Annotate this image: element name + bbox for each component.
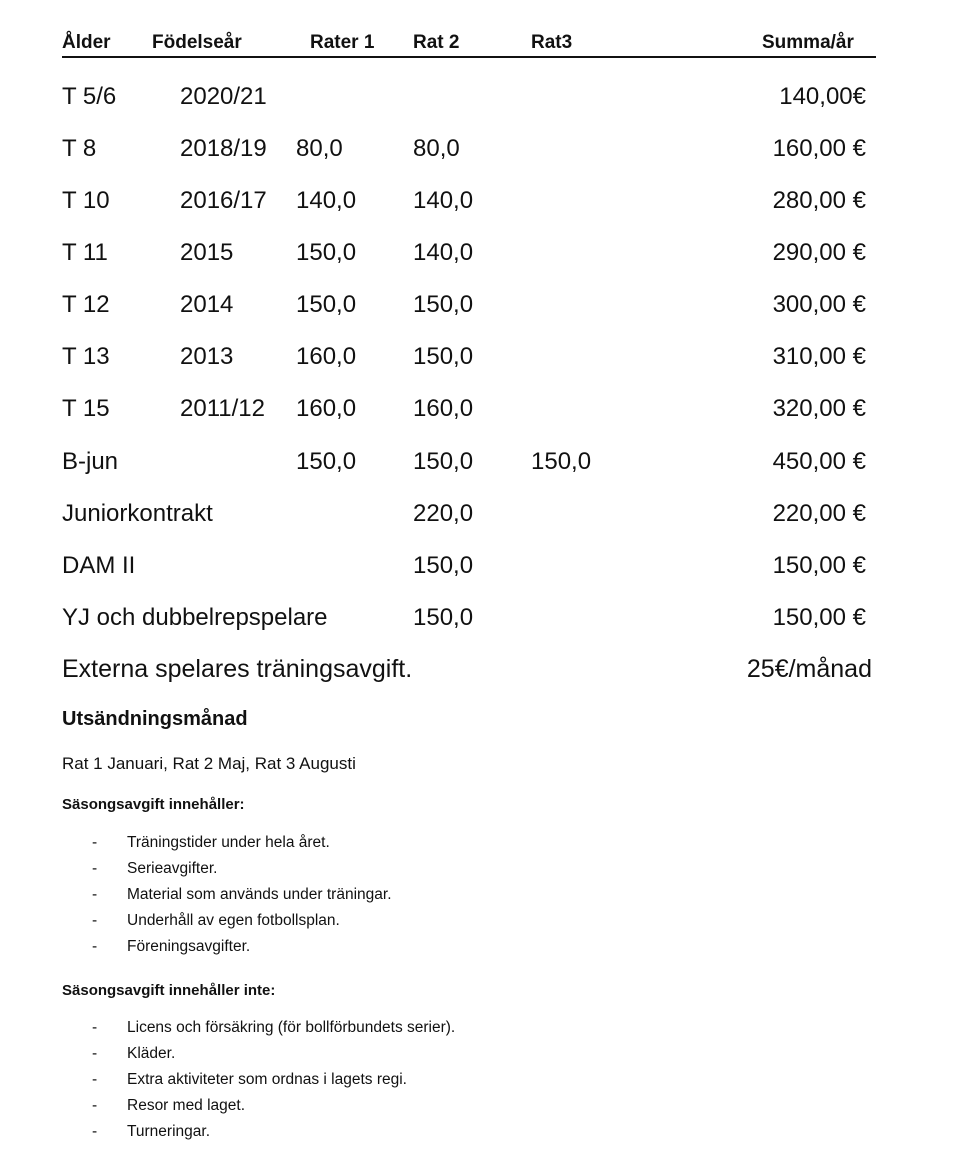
cell-summa: 450,00 €	[772, 448, 866, 475]
list-item-text: Material som används under träningar.	[127, 886, 392, 903]
cell-rat2: 150,0	[413, 343, 474, 370]
cell-rat2: 150,0	[413, 448, 474, 475]
cell-rat1: 150,0	[296, 239, 357, 266]
header-alder: Ålder	[62, 32, 111, 53]
cell-rat1: 150,0	[296, 291, 357, 318]
cell-alder: Juniorkontrakt	[62, 500, 213, 527]
cell-alder: DAM II	[62, 552, 136, 579]
bullet-dash: -	[92, 860, 98, 877]
bullet-dash: -	[92, 1097, 98, 1114]
cell-alder: T 8	[62, 135, 97, 162]
list-item-text: Licens och försäkring (för bollförbundets serier).	[127, 1019, 456, 1036]
header-fodelsear: Födelseår	[152, 32, 242, 53]
cell-fodelsear: 2020/21	[180, 83, 267, 110]
excludes-heading: Säsongsavgift innehåller inte:	[62, 982, 276, 999]
cell-rat1: 150,0	[296, 448, 357, 475]
cell-summa: 220,00 €	[772, 500, 866, 527]
cell-rat2: 140,0	[413, 187, 474, 214]
cell-summa: 300,00 €	[772, 291, 866, 318]
cell-summa: 150,00 €	[772, 604, 866, 631]
bullet-dash: -	[92, 1019, 98, 1036]
cell-rat2: 220,0	[413, 500, 474, 527]
cell-rat2: 150,0	[413, 604, 474, 631]
list-item-text: Resor med laget.	[127, 1097, 246, 1114]
list-item-text: Serieavgifter.	[127, 860, 218, 877]
header-underline	[62, 56, 876, 58]
cell-fodelsear: 2013	[180, 343, 234, 370]
bullet-dash: -	[92, 912, 98, 929]
cell-alder: YJ och dubbelrepspelare	[62, 604, 328, 631]
cell-summa: 140,00€	[779, 83, 866, 110]
cell-rat3: 150,0	[531, 448, 592, 475]
cell-alder: T 5/6	[62, 83, 117, 110]
cell-alder: T 12	[62, 291, 110, 318]
extern-fee-value: 25€/månad	[746, 655, 872, 683]
fee-table-header	[62, 32, 876, 58]
cell-alder: T 13	[62, 343, 110, 370]
cell-fodelsear: 2015	[180, 239, 234, 266]
cell-alder: T 11	[62, 239, 108, 266]
cell-rat2: 80,0	[413, 135, 460, 162]
bullet-dash: -	[92, 1045, 98, 1062]
cell-fodelsear: 2016/17	[180, 187, 267, 214]
cell-rat2: 140,0	[413, 239, 474, 266]
cell-rat2: 160,0	[413, 395, 474, 422]
cell-rat1: 160,0	[296, 395, 357, 422]
cell-summa: 150,00 €	[772, 552, 866, 579]
cell-fodelsear: 2018/19	[180, 135, 267, 162]
bullet-dash: -	[92, 886, 98, 903]
bullet-dash: -	[92, 834, 98, 851]
cell-fodelsear: 2014	[180, 291, 234, 318]
cell-fodelsear: 2011/12	[180, 395, 265, 422]
list-item-text: Underhåll av egen fotbollsplan.	[127, 912, 340, 929]
includes-heading: Säsongsavgift innehåller:	[62, 796, 245, 813]
header-rat3: Rat3	[531, 32, 573, 53]
header-rat1: Rater 1	[310, 32, 375, 53]
list-item-text: Extra aktiviteter som ordnas i lagets regi.	[127, 1071, 407, 1088]
cell-summa: 280,00 €	[772, 187, 866, 214]
header-summa: Summa/år	[762, 32, 854, 53]
list-item-text: Turneringar.	[127, 1123, 210, 1140]
bullet-dash: -	[92, 938, 98, 955]
cell-summa: 320,00 €	[772, 395, 866, 422]
cell-summa: 310,00 €	[772, 343, 866, 370]
cell-alder: T 10	[62, 187, 110, 214]
cell-rat2: 150,0	[413, 552, 474, 579]
extern-fee-label: Externa spelares träningsavgift.	[62, 655, 413, 683]
cell-rat1: 140,0	[296, 187, 357, 214]
bullet-dash: -	[92, 1071, 98, 1088]
billing-month-heading: Utsändningsmånad	[62, 708, 248, 730]
list-item-text: Kläder.	[127, 1045, 176, 1062]
cell-alder: T 15	[62, 395, 110, 422]
cell-rat2: 150,0	[413, 291, 474, 318]
cell-summa: 290,00 €	[772, 239, 866, 266]
cell-rat1: 160,0	[296, 343, 357, 370]
bullet-dash: -	[92, 1123, 98, 1140]
cell-summa: 160,00 €	[772, 135, 866, 162]
cell-rat1: 80,0	[296, 135, 343, 162]
list-item-text: Träningstider under hela året.	[127, 834, 330, 851]
billing-month-text: Rat 1 Januari, Rat 2 Maj, Rat 3 Augusti	[62, 754, 356, 773]
list-item-text: Föreningsavgifter.	[127, 938, 251, 955]
cell-alder: B-jun	[62, 448, 119, 475]
header-rat2: Rat 2	[413, 32, 460, 53]
